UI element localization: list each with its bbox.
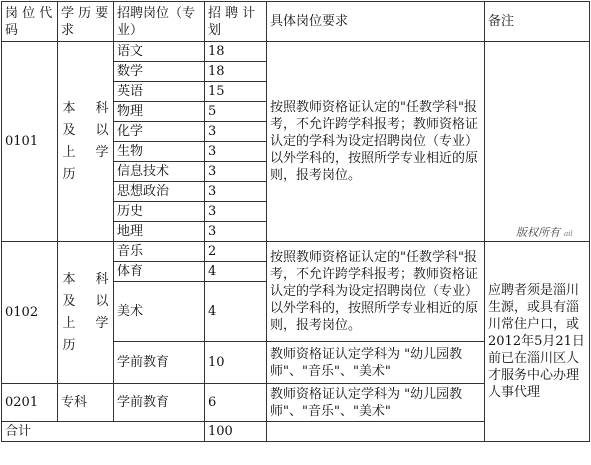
count-cell: 3: [205, 222, 267, 242]
watermark-small-text: ail: [564, 230, 573, 238]
count-cell: 18: [205, 62, 267, 82]
group-0201-requirement: 教师资格证认定学科为 "幼儿园教师"、"音乐"、"美术": [267, 384, 485, 422]
count-cell: 4: [205, 282, 267, 342]
total-requirement-empty: [267, 422, 485, 442]
subject-cell: 地理: [114, 222, 205, 242]
group-0101-education-text: 本 科 及 以 上 学 历: [62, 100, 109, 182]
total-label: 合计: [2, 422, 205, 442]
group-0101-education: [58, 42, 114, 242]
subject-cell: 化学: [114, 122, 205, 142]
group-0102-requirement: 按照教师资格证认定的"任教学科"报考，不允许跨学科报考；教师资格证认定的学科为设定招聘岗位（专业）以外学科的，按照所学专业相近的原则，报考岗位。: [267, 242, 485, 342]
watermark-text: 版权所有: [516, 226, 560, 239]
recruitment-table: [1, 1, 590, 442]
count-cell: 3: [205, 142, 267, 162]
count-cell: 6: [205, 384, 267, 422]
count-cell: 3: [205, 122, 267, 142]
group-0102-education: [58, 242, 114, 384]
group-0101-requirement: 按照教师资格证认定的"任教学科"报考，不允许跨学科报考；教师资格证认定的学科为设定招聘岗位（专业）以外学科的，按照所学专业相近的原则，报考岗位。: [267, 42, 485, 242]
group-0102-preschool-requirement: 教师资格证认定学科为 "幼儿园教师"、"音乐"、"美术": [267, 342, 485, 384]
subject-cell: 数学: [114, 62, 205, 82]
group-0201-code: 0201: [2, 384, 58, 422]
count-cell: 3: [205, 162, 267, 182]
count-cell: 3: [205, 202, 267, 222]
group-0102-education-text: 本 科 及 以 上 学 历: [62, 271, 109, 353]
header-education: 学 历 要求: [58, 2, 114, 42]
header-requirement: 具体岗位要求: [267, 2, 485, 42]
count-cell: 2: [205, 242, 267, 262]
count-cell: 18: [205, 42, 267, 62]
subject-cell: 历史: [114, 202, 205, 222]
group-0101-note: [485, 42, 590, 242]
subject-cell: 英语: [114, 82, 205, 102]
header-note: 备注: [485, 2, 590, 42]
subject-cell: 学前教育: [114, 384, 205, 422]
header-code: 岗 位 代码: [2, 2, 58, 42]
subject-cell: 学前教育: [114, 342, 205, 384]
header-count: 招 聘 计 划: [205, 2, 267, 42]
watermark: [516, 224, 573, 240]
note-cell: 应聘者须是淄川生源，或具有淄川常住户口，或2012年5月21日前已在淄川区人才服务中心办理人事代理: [485, 242, 590, 442]
header-row: [2, 2, 590, 42]
header-position: 招聘岗位（专业）: [114, 2, 205, 42]
subject-cell: 信息技术: [114, 162, 205, 182]
subject-cell: 物理: [114, 102, 205, 122]
table-row: [2, 242, 590, 262]
count-cell: 5: [205, 102, 267, 122]
subject-cell: 音乐: [114, 242, 205, 262]
group-0101-code: 0101: [2, 42, 58, 242]
count-cell: 3: [205, 182, 267, 202]
count-cell: 10: [205, 342, 267, 384]
count-cell: 15: [205, 82, 267, 102]
subject-cell: 思想政治: [114, 182, 205, 202]
count-cell: 4: [205, 262, 267, 282]
subject-cell: 体育: [114, 262, 205, 282]
subject-cell: 生物: [114, 142, 205, 162]
subject-cell: 语文: [114, 42, 205, 62]
table-row: [2, 42, 590, 62]
subject-cell: 美术: [114, 282, 205, 342]
group-0102-code: 0102: [2, 242, 58, 384]
group-0201-education: 专科: [58, 384, 114, 422]
total-count: 100: [205, 422, 267, 442]
